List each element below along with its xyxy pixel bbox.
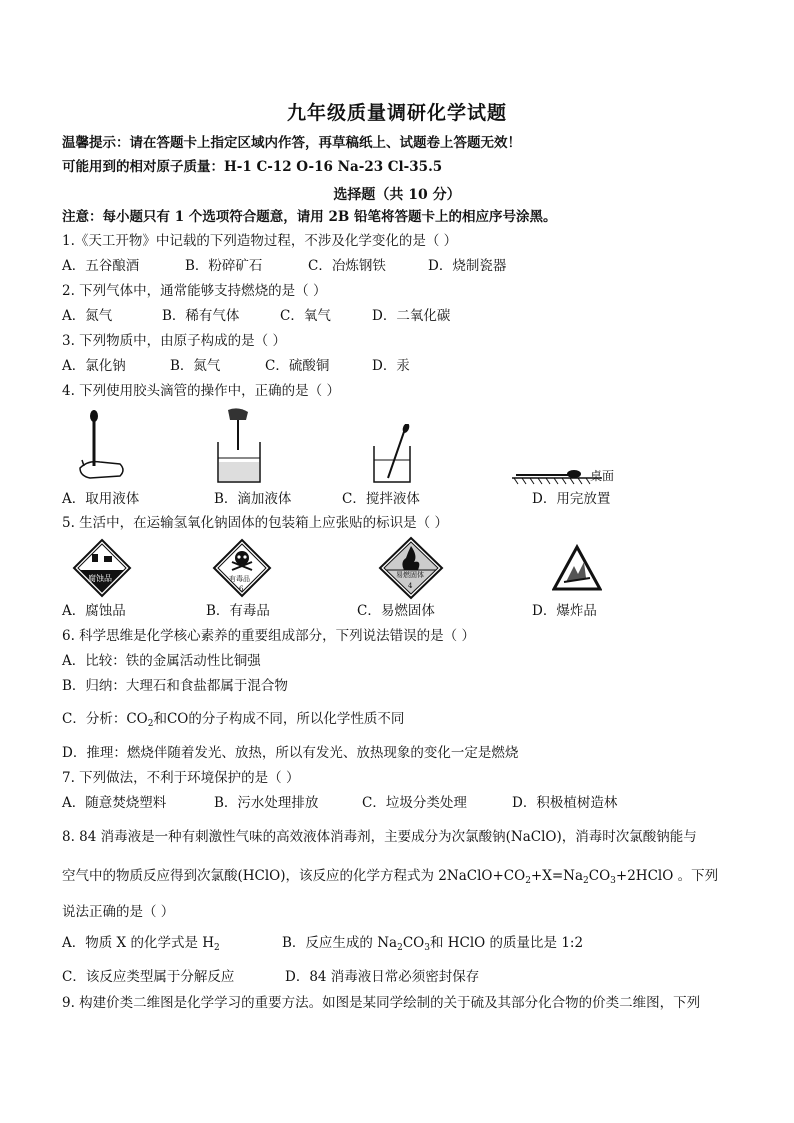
q6-option-b: B．归纳：大理石和食盐都属于混合物 <box>62 678 288 694</box>
q8-option-d: D．84 消毒液日常必须密封保存 <box>285 969 480 985</box>
page-title: 九年级质量调研化学试题 <box>286 102 507 124</box>
toxic-sign-text: 有毒品 <box>229 575 250 583</box>
q3-option-d: D．汞 <box>372 358 410 374</box>
dropper-take-liquid-icon <box>70 408 130 488</box>
q2-option-a: A．氮气 <box>62 308 113 324</box>
q4-option-c: C．搅拌液体 <box>342 491 420 507</box>
q7-option-c: C．垃圾分类处理 <box>362 795 467 811</box>
corrosive-sign-text: 腐蚀品 <box>88 574 112 583</box>
q9-line-1: 9. 构建价类二维图是化学学习的重要方法。如图是某同学绘制的关于硫及其部分化合物的价类二维图，下列 <box>62 995 701 1011</box>
dropper-stir-liquid-icon <box>366 424 416 486</box>
flammable-sign-number: 4 <box>408 582 413 590</box>
q7-option-b: B．污水处理排放 <box>214 795 319 811</box>
q7-option-d: D．积极植树造林 <box>512 795 618 811</box>
q4-option-d: D．用完放置 <box>532 491 611 507</box>
dropper-put-down-icon <box>512 466 602 488</box>
q4-option-a: A．取用液体 <box>62 491 140 507</box>
q8-option-c: C．该反应类型属于分解反应 <box>62 969 235 985</box>
q8-line-3: 说法正确的是（ ） <box>62 904 175 920</box>
q2-option-d: D．二氧化碳 <box>372 308 451 324</box>
q7-option-a: A．随意焚烧塑料 <box>62 795 167 811</box>
q2-stem: 2. 下列气体中，通常能够支持燃烧的是（ ） <box>62 283 327 299</box>
q1-option-d: D．烧制瓷器 <box>428 258 507 274</box>
q1-stem: 1.《天工开物》中记载的下列造物过程，不涉及化学变化的是（ ） <box>62 233 458 249</box>
q8-option-a: A．物质 X 的化学式是 $H_2$ <box>62 935 220 953</box>
q1-option-a: A．五谷酿酒 <box>62 258 140 274</box>
section-title: 选择题（共 10 分） <box>333 187 461 203</box>
q5-option-d: D．爆炸品 <box>532 603 597 619</box>
q5-option-a: A．腐蚀品 <box>62 603 126 619</box>
q3-stem: 3. 下列物质中，由原子构成的是（ ） <box>62 333 286 349</box>
q3-option-a: A．氯化钠 <box>62 358 126 374</box>
q3-option-b: B．氮气 <box>170 358 221 374</box>
instruction-text: 注意：每小题只有 1 个选项符合题意，请用 2B 铅笔将答题卡上的相应序号涂黑。 <box>62 209 557 225</box>
q2-option-c: C．氧气 <box>280 308 331 324</box>
q5-option-b: B．有毒品 <box>206 603 270 619</box>
flammable-sign-text: 易燃固体 <box>396 571 424 579</box>
dropper-add-liquid-icon <box>208 406 268 486</box>
q4-option-b: B．滴加液体 <box>214 491 292 507</box>
q1-option-b: B．粉碎矿石 <box>185 258 263 274</box>
explosive-sign-icon <box>552 544 602 592</box>
q8-line-1: 8. 84 消毒液是一种有刺激性气味的高效液体消毒剂，主要成分为次氯酸钠(NaClO)，消毒时次氯酸钠能与 <box>62 829 697 845</box>
q6-option-d: D．推理：燃烧伴随着发光、放热，所以有发光、放热现象的变化一定是燃烧 <box>62 745 519 761</box>
q5-option-c: C．易燃固体 <box>357 603 435 619</box>
corrosive-sign-icon <box>72 538 132 598</box>
atomic-mass-text: 可能用到的相对原子质量：H-1 C-12 O-16 Na-23 Cl-35.5 <box>62 159 443 175</box>
notice-text: 温馨提示：请在答题卡上指定区域内作答，再草稿纸上、试题卷上答题无效！ <box>62 135 521 151</box>
toxic-sign-number: 6 <box>239 585 244 593</box>
q7-stem: 7. 下列做法，不利于环境保护的是（ ） <box>62 770 300 786</box>
q8-line-2: 空气中的物质反应得到次氯酸(HClO)，该反应的化学方程式为 $2NaClO+CO_2+X=Na_2CO_3+2HClO$ 。下列 <box>62 868 719 886</box>
q5-stem: 5. 生活中，在运输氢氧化钠固体的包装箱上应张贴的标识是（ ） <box>62 515 448 531</box>
q3-option-c: C．硫酸铜 <box>265 358 330 374</box>
q2-option-b: B．稀有气体 <box>162 308 240 324</box>
table-label: 桌面 <box>590 469 615 483</box>
q6-option-c: C．分析：$CO_2$和CO的分子构成不同，所以化学性质不同 <box>62 711 405 729</box>
q6-stem: 6. 科学思维是化学核心素养的重要组成部分，下列说法错误的是（ ） <box>62 628 475 644</box>
q4-stem: 4. 下列使用胶头滴管的操作中，正确的是（ ） <box>62 383 340 399</box>
q6-option-a: A．比较：铁的金属活动性比铜强 <box>62 653 261 669</box>
q1-option-c: C．冶炼钢铁 <box>308 258 386 274</box>
q8-option-b: B．反应生成的 $Na_2CO_3$和 HClO 的质量比是 1:2 <box>282 935 584 953</box>
